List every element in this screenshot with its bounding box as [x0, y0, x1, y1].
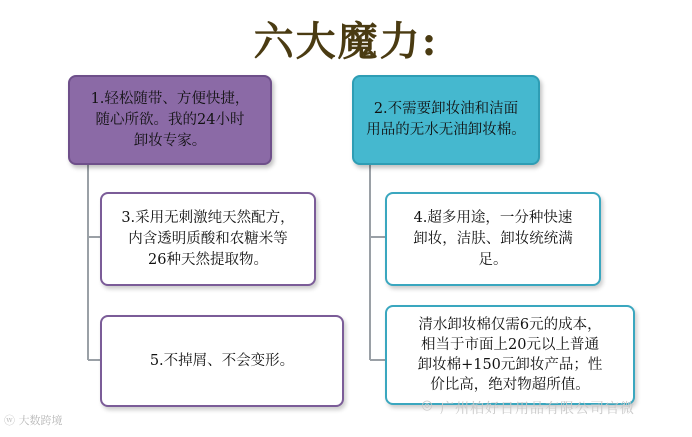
watermark-left-text: 大数跨境	[18, 414, 63, 427]
wechat-icon: ◎	[421, 398, 433, 413]
feature-text-5: 5.不掉屑、不会变形。	[149, 352, 295, 369]
feature-box-4	[385, 192, 601, 286]
diagram-title: 六大魔力:	[253, 18, 439, 65]
feature-text-4: 4.超多用途，一分种快速 卸妆，洁肤、卸妆统统满 足。	[413, 209, 573, 268]
feature-text-3: 3.采用无刺激纯天然配方， 内含透明质酸和农糖米等 26种天然提取物。	[121, 209, 295, 268]
feature-box-5	[100, 315, 344, 407]
feature-box-3	[100, 192, 316, 286]
weibo-icon: ⓦ	[4, 414, 19, 427]
feature-text-1: 1.轻松随带、方便快捷， 随心所欲。我的24小时 卸妆专家。	[90, 90, 250, 149]
feature-text-6: 清水卸妆棉仅需6元的成本， 相当于市面上20元以上普通 卸妆棉+150元卸妆产品；性 价比高，绝对物超所值。	[417, 317, 603, 393]
watermark-right: 广州柏好日用品有限公司官微	[440, 401, 635, 417]
watermark-left	[4, 412, 63, 428]
feature-box-2	[352, 75, 540, 165]
feature-text-2: 2.不需要卸妆油和洁面 用品的无水无油卸妆棉。	[366, 101, 526, 138]
feature-box-1	[68, 75, 272, 165]
feature-box-6	[385, 305, 635, 405]
